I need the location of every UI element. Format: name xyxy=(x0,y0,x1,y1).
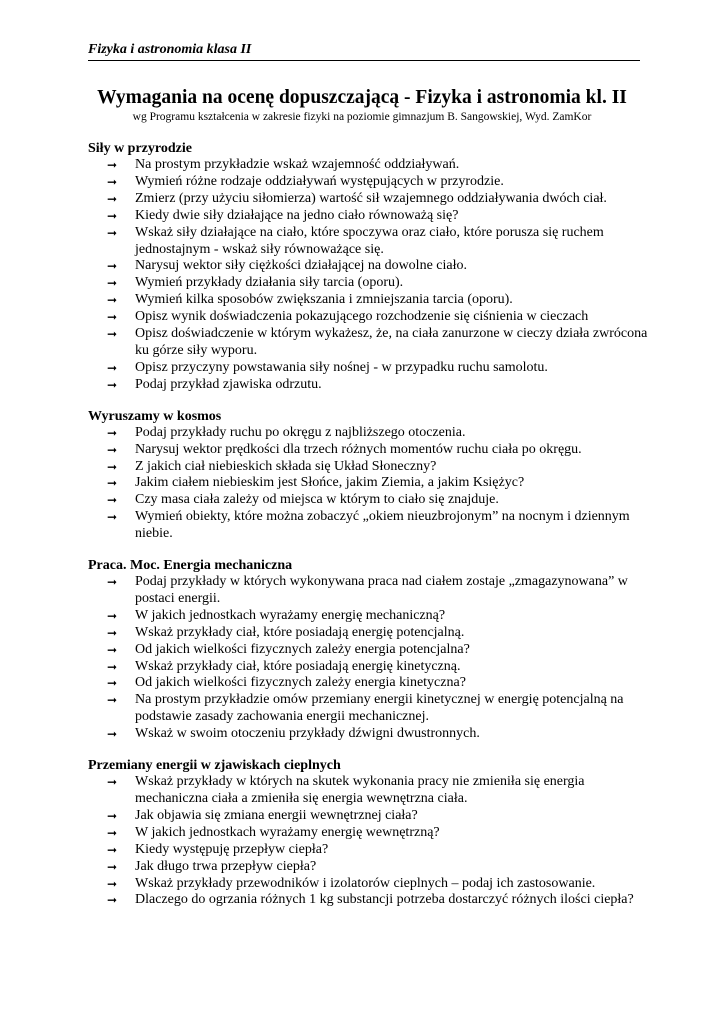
list-item xyxy=(88,859,648,876)
item-text: Dlaczego do ogrzania różnych 1 kg substancji potrzeba dostarczyć różnych ilości ciepła? xyxy=(135,892,634,908)
item-text: Kiedy występuję przepływ ciepła? xyxy=(135,841,329,857)
arrow-right-icon: ➞ xyxy=(107,642,118,657)
list-item xyxy=(88,425,648,442)
arrow-right-icon: ➞ xyxy=(107,859,118,874)
item-text: Na prostym przykładzie omów przemiany energii kinetycznej w energię potencjalną na podstawie zasady zachowania energii mechanicznej. xyxy=(135,692,624,725)
list-item xyxy=(88,659,648,676)
item-text: Wskaż przykłady przewodników i izolatorów cieplnych – podaj ich zastosowanie. xyxy=(135,875,596,891)
page-header: Fizyka i astronomia klasa II xyxy=(88,42,640,61)
list-item xyxy=(88,442,648,459)
item-text: Podaj przykłady w których wykonywana praca nad ciałem zostaje „zmagazynowana” w postaci energii. xyxy=(135,574,628,606)
section-title: Siły w przyrodzie xyxy=(88,141,192,156)
section-sily-w-przyrodzie xyxy=(88,140,648,394)
arrow-right-icon: ➞ xyxy=(107,174,118,189)
item-text: Podaj przykład zjawiska odrzutu. xyxy=(135,376,322,392)
arrow-right-icon: ➞ xyxy=(107,808,118,823)
item-text: Jak objawia się zmiana energii wewnętrznej ciała? xyxy=(135,807,418,823)
list-item xyxy=(88,191,648,208)
item-text: Wymień obiekty, które można zobaczyć „okiem nieuzbrojonym” na nocnym i dziennym niebie. xyxy=(135,509,630,542)
list-item xyxy=(88,360,648,377)
list-item xyxy=(88,258,648,275)
requirements-list xyxy=(88,574,648,743)
list-item xyxy=(88,292,648,309)
section-title: Przemiany energii w zjawiskach cieplnych xyxy=(88,758,341,774)
section-przemiany-energii xyxy=(88,757,648,909)
item-text: Narysuj wektor siły ciężkości działającej na dowolne ciało. xyxy=(135,258,467,274)
list-item xyxy=(88,208,648,225)
requirements-list xyxy=(88,425,648,543)
list-item xyxy=(88,726,648,743)
item-text: Wskaż przykłady w których na skutek wykonania pracy nie zmieniła się energia mechaniczna ciała a zmieniła się energia wewnętrzna ciała. xyxy=(135,774,585,806)
arrow-right-icon: ➞ xyxy=(107,893,118,908)
document-body xyxy=(88,140,648,923)
document-title: Wymagania na ocenę dopuszczającą - Fizyka i astronomia kl. II xyxy=(97,87,627,108)
list-item xyxy=(88,642,648,659)
arrow-right-icon: ➞ xyxy=(107,276,118,291)
item-text: Opisz przyczyny powstawania siły nośnej - w przypadku ruchu samolotu. xyxy=(135,359,548,375)
list-item xyxy=(88,892,648,909)
item-text: Jakim ciałem niebieskim jest Słońce, jakim Ziemia, a jakim Księżyc? xyxy=(135,475,525,491)
item-text: Opisz wynik doświadczenia pokazującego rozchodzenie się ciśnienia w cieczach xyxy=(135,309,589,325)
arrow-right-icon: ➞ xyxy=(107,327,118,342)
section-praca-moc-energia xyxy=(88,557,648,743)
arrow-right-icon: ➞ xyxy=(107,158,118,172)
document-subtitle: wg Programu kształcenia w zakresie fizyki na poziomie gimnazjum B. Sangowskiej, Wyd. ZamKor xyxy=(132,111,592,123)
item-text: Podaj przykłady ruchu po okręgu z najbliższego otoczenia. xyxy=(135,424,466,440)
item-text: Wskaż w swoim otoczeniu przykłady dźwigni dwustronnych. xyxy=(135,726,480,742)
arrow-right-icon: ➞ xyxy=(107,377,118,392)
list-item xyxy=(88,842,648,859)
arrow-right-icon: ➞ xyxy=(107,208,118,223)
requirements-list xyxy=(88,774,648,909)
arrow-right-icon: ➞ xyxy=(107,842,118,857)
arrow-right-icon: ➞ xyxy=(107,608,118,623)
list-item xyxy=(88,275,648,292)
list-item xyxy=(88,509,648,543)
arrow-right-icon: ➞ xyxy=(107,442,118,457)
item-text: Opisz doświadczenie w którym wykażesz, że, na ciała zanurzone w cieczy działa zwrócona ku górze siły wyporu. xyxy=(135,326,648,358)
item-text: Kiedy dwie siły działające na jedno ciało równoważą się? xyxy=(135,207,459,223)
section-title: Praca. Moc. Energia mechaniczna xyxy=(88,558,293,574)
arrow-right-icon: ➞ xyxy=(107,191,118,206)
item-text: Narysuj wektor prędkości dla trzech różnych momentów ruchu ciała po okręgu. xyxy=(135,441,582,457)
list-item xyxy=(88,675,648,692)
list-item xyxy=(88,825,648,842)
arrow-right-icon: ➞ xyxy=(107,310,118,325)
list-item xyxy=(88,326,648,360)
list-item xyxy=(88,225,648,259)
list-item xyxy=(88,157,648,174)
list-item xyxy=(88,475,648,492)
list-item xyxy=(88,309,648,326)
item-text: W jakich jednostkach wyrażamy energię mechaniczną? xyxy=(135,607,446,623)
arrow-right-icon: ➞ xyxy=(107,625,118,640)
arrow-right-icon: ➞ xyxy=(107,727,118,742)
item-text: Od jakich wielkości fizycznych zależy energia kinetyczna? xyxy=(135,675,466,691)
list-item xyxy=(88,608,648,625)
requirements-list xyxy=(88,157,648,394)
list-item xyxy=(88,459,648,476)
arrow-right-icon: ➞ xyxy=(107,493,118,508)
arrow-right-icon: ➞ xyxy=(107,225,118,240)
item-text: Od jakich wielkości fizycznych zależy energia potencjalna? xyxy=(135,641,470,657)
section-wyruszamy-w-kosmos xyxy=(88,408,648,543)
arrow-right-icon: ➞ xyxy=(107,676,118,691)
item-text: Z jakich ciał niebieskich składa się Układ Słoneczny? xyxy=(135,458,437,474)
list-item xyxy=(88,876,648,893)
arrow-right-icon: ➞ xyxy=(107,259,118,274)
item-text: Wskaż siły działające na ciało, które spoczywa oraz ciało, które porusza się ruchem jednostajnym - wskaż siły równoważące się. xyxy=(135,224,604,257)
arrow-right-icon: ➞ xyxy=(107,659,118,674)
item-text: Na prostym przykładzie wskaż wzajemność oddziaływań. xyxy=(135,157,460,172)
item-text: Wskaż przykłady ciał, które posiadają energię potencjalną. xyxy=(135,624,465,640)
arrow-right-icon: ➞ xyxy=(107,693,118,708)
arrow-right-icon: ➞ xyxy=(107,293,118,308)
list-item xyxy=(88,377,648,394)
item-text: Zmierz (przy użyciu siłomierza) wartość sił wzajemnego oddziaływania dwóch ciał. xyxy=(135,190,607,206)
arrow-right-icon: ➞ xyxy=(107,425,118,440)
item-text: Wymień różne rodzaje oddziaływań występujących w przyrodzie. xyxy=(135,173,504,189)
list-item xyxy=(88,574,648,608)
list-item xyxy=(88,808,648,825)
arrow-right-icon: ➞ xyxy=(107,476,118,491)
item-text: Wymień przykłady działania siły tarcia (oporu). xyxy=(135,275,404,291)
section-title: Wyruszamy w kosmos xyxy=(88,408,222,424)
list-item xyxy=(88,492,648,509)
item-text: Czy masa ciała zależy od miejsca w którym to ciało się znajduje. xyxy=(135,492,499,508)
arrow-right-icon: ➞ xyxy=(107,575,118,590)
arrow-right-icon: ➞ xyxy=(107,825,118,840)
arrow-right-icon: ➞ xyxy=(107,876,118,891)
arrow-right-icon: ➞ xyxy=(107,510,118,525)
item-text: Wymień kilka sposobów zwiększania i zmniejszania tarcia (oporu). xyxy=(135,292,513,308)
item-text: Wskaż przykłady ciał, które posiadają energię kinetyczną. xyxy=(135,658,461,674)
list-item xyxy=(88,692,648,726)
item-text: W jakich jednostkach wyrażamy energię wewnętrzną? xyxy=(135,824,440,840)
item-text: Jak długo trwa przepływ ciepła? xyxy=(135,858,317,874)
arrow-right-icon: ➞ xyxy=(107,459,118,474)
list-item xyxy=(88,774,648,808)
arrow-right-icon: ➞ xyxy=(107,775,118,790)
arrow-right-icon: ➞ xyxy=(107,360,118,375)
list-item xyxy=(88,625,648,642)
list-item xyxy=(88,174,648,191)
